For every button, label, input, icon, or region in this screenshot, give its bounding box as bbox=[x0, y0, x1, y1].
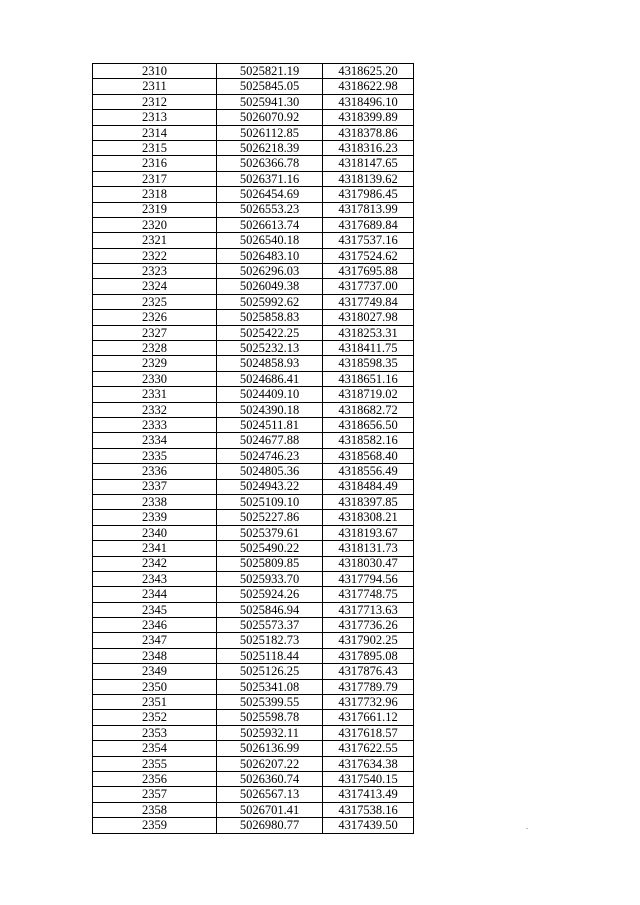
table-row bbox=[93, 233, 414, 248]
y-coordinate-cell: 4318496.10 bbox=[323, 94, 414, 109]
point-number-cell: 2310 bbox=[93, 64, 217, 79]
table-row bbox=[93, 156, 414, 171]
point-number-cell: 2318 bbox=[93, 187, 217, 202]
table-row bbox=[93, 248, 414, 263]
x-coordinate-cell: 5025341.08 bbox=[217, 679, 323, 694]
table-row bbox=[93, 802, 414, 817]
x-coordinate-cell: 5026567.13 bbox=[217, 787, 323, 802]
table-row bbox=[93, 187, 414, 202]
table-row bbox=[93, 387, 414, 402]
x-coordinate-cell: 5026454.69 bbox=[217, 187, 323, 202]
y-coordinate-cell: 4318193.67 bbox=[323, 525, 414, 540]
table-row bbox=[93, 494, 414, 509]
table-row bbox=[93, 756, 414, 771]
table-row bbox=[93, 464, 414, 479]
table-row bbox=[93, 356, 414, 371]
y-coordinate-cell: 4317695.88 bbox=[323, 264, 414, 279]
x-coordinate-cell: 5025126.25 bbox=[217, 664, 323, 679]
point-number-cell: 2311 bbox=[93, 79, 217, 94]
table-row bbox=[93, 556, 414, 571]
point-number-cell: 2334 bbox=[93, 433, 217, 448]
point-number-cell: 2340 bbox=[93, 525, 217, 540]
table-row bbox=[93, 602, 414, 617]
y-coordinate-cell: 4317439.50 bbox=[323, 818, 414, 833]
table-row bbox=[93, 664, 414, 679]
table-row bbox=[93, 264, 414, 279]
y-coordinate-cell: 4317986.45 bbox=[323, 187, 414, 202]
table-row bbox=[93, 125, 414, 140]
y-coordinate-cell: 4317749.84 bbox=[323, 294, 414, 309]
y-coordinate-cell: 4317689.84 bbox=[323, 217, 414, 232]
point-number-cell: 2351 bbox=[93, 695, 217, 710]
x-coordinate-cell: 5024409.10 bbox=[217, 387, 323, 402]
table-row bbox=[93, 294, 414, 309]
table-row bbox=[93, 371, 414, 386]
x-coordinate-cell: 5025109.10 bbox=[217, 494, 323, 509]
table-row bbox=[93, 402, 414, 417]
x-coordinate-cell: 5025992.62 bbox=[217, 294, 323, 309]
table-row bbox=[93, 648, 414, 663]
point-number-cell: 2339 bbox=[93, 510, 217, 525]
x-coordinate-cell: 5024858.93 bbox=[217, 356, 323, 371]
y-coordinate-cell: 4318027.98 bbox=[323, 310, 414, 325]
table-row bbox=[93, 679, 414, 694]
point-number-cell: 2355 bbox=[93, 756, 217, 771]
y-coordinate-cell: 4317876.43 bbox=[323, 664, 414, 679]
x-coordinate-cell: 5026207.22 bbox=[217, 756, 323, 771]
point-number-cell: 2346 bbox=[93, 618, 217, 633]
table-row bbox=[93, 710, 414, 725]
x-coordinate-cell: 5026553.23 bbox=[217, 202, 323, 217]
y-coordinate-cell: 4318397.85 bbox=[323, 494, 414, 509]
point-number-cell: 2333 bbox=[93, 417, 217, 432]
point-number-cell: 2313 bbox=[93, 110, 217, 125]
y-coordinate-cell: 4318568.40 bbox=[323, 448, 414, 463]
y-coordinate-cell: 4317413.49 bbox=[323, 787, 414, 802]
table-row bbox=[93, 341, 414, 356]
y-coordinate-cell: 4318030.47 bbox=[323, 556, 414, 571]
point-number-cell: 2349 bbox=[93, 664, 217, 679]
point-number-cell: 2312 bbox=[93, 94, 217, 109]
y-coordinate-cell: 4317634.38 bbox=[323, 756, 414, 771]
x-coordinate-cell: 5024943.22 bbox=[217, 479, 323, 494]
x-coordinate-cell: 5025821.19 bbox=[217, 64, 323, 79]
table-row bbox=[93, 79, 414, 94]
table-row bbox=[93, 94, 414, 109]
x-coordinate-cell: 5026360.74 bbox=[217, 771, 323, 786]
point-number-cell: 2323 bbox=[93, 264, 217, 279]
point-number-cell: 2325 bbox=[93, 294, 217, 309]
x-coordinate-cell: 5025924.26 bbox=[217, 587, 323, 602]
y-coordinate-cell: 4318719.02 bbox=[323, 387, 414, 402]
point-number-cell: 2338 bbox=[93, 494, 217, 509]
y-coordinate-cell: 4318147.65 bbox=[323, 156, 414, 171]
point-number-cell: 2359 bbox=[93, 818, 217, 833]
point-number-cell: 2343 bbox=[93, 571, 217, 586]
y-coordinate-cell: 4318139.62 bbox=[323, 171, 414, 186]
table-row bbox=[93, 479, 414, 494]
table-row bbox=[93, 818, 414, 833]
table-row bbox=[93, 64, 414, 79]
point-number-cell: 2320 bbox=[93, 217, 217, 232]
x-coordinate-cell: 5025573.37 bbox=[217, 618, 323, 633]
x-coordinate-cell: 5025598.78 bbox=[217, 710, 323, 725]
table-row bbox=[93, 525, 414, 540]
point-number-cell: 2326 bbox=[93, 310, 217, 325]
table-row bbox=[93, 279, 414, 294]
y-coordinate-cell: 4318316.23 bbox=[323, 140, 414, 155]
y-coordinate-cell: 4317622.55 bbox=[323, 741, 414, 756]
y-coordinate-cell: 4317618.57 bbox=[323, 725, 414, 740]
x-coordinate-cell: 5026483.10 bbox=[217, 248, 323, 263]
x-coordinate-cell: 5025858.83 bbox=[217, 310, 323, 325]
x-coordinate-cell: 5024511.81 bbox=[217, 417, 323, 432]
point-number-cell: 2342 bbox=[93, 556, 217, 571]
point-number-cell: 2358 bbox=[93, 802, 217, 817]
y-coordinate-cell: 4318598.35 bbox=[323, 356, 414, 371]
table-row bbox=[93, 571, 414, 586]
x-coordinate-cell: 5025846.94 bbox=[217, 602, 323, 617]
x-coordinate-cell: 5024746.23 bbox=[217, 448, 323, 463]
x-coordinate-cell: 5025845.05 bbox=[217, 79, 323, 94]
point-number-cell: 2335 bbox=[93, 448, 217, 463]
y-coordinate-cell: 4318556.49 bbox=[323, 464, 414, 479]
x-coordinate-cell: 5026112.85 bbox=[217, 125, 323, 140]
x-coordinate-cell: 5024677.88 bbox=[217, 433, 323, 448]
point-number-cell: 2336 bbox=[93, 464, 217, 479]
point-number-cell: 2353 bbox=[93, 725, 217, 740]
y-coordinate-cell: 4318682.72 bbox=[323, 402, 414, 417]
point-number-cell: 2316 bbox=[93, 156, 217, 171]
table-row bbox=[93, 140, 414, 155]
point-number-cell: 2321 bbox=[93, 233, 217, 248]
x-coordinate-cell: 5025933.70 bbox=[217, 571, 323, 586]
y-coordinate-cell: 4317713.63 bbox=[323, 602, 414, 617]
y-coordinate-cell: 4317789.79 bbox=[323, 679, 414, 694]
point-number-cell: 2352 bbox=[93, 710, 217, 725]
y-coordinate-cell: 4317538.16 bbox=[323, 802, 414, 817]
y-coordinate-cell: 4318308.21 bbox=[323, 510, 414, 525]
x-coordinate-cell: 5024686.41 bbox=[217, 371, 323, 386]
y-coordinate-cell: 4317737.00 bbox=[323, 279, 414, 294]
x-coordinate-cell: 5026070.92 bbox=[217, 110, 323, 125]
point-number-cell: 2319 bbox=[93, 202, 217, 217]
table-row bbox=[93, 417, 414, 432]
x-coordinate-cell: 5024390.18 bbox=[217, 402, 323, 417]
y-coordinate-cell: 4317902.25 bbox=[323, 633, 414, 648]
table-row bbox=[93, 171, 414, 186]
x-coordinate-cell: 5025379.61 bbox=[217, 525, 323, 540]
y-coordinate-cell: 4318622.98 bbox=[323, 79, 414, 94]
x-coordinate-cell: 5026366.78 bbox=[217, 156, 323, 171]
table-row bbox=[93, 725, 414, 740]
y-coordinate-cell: 4317748.75 bbox=[323, 587, 414, 602]
table-row bbox=[93, 618, 414, 633]
coordinates-table-body bbox=[93, 64, 414, 834]
table-row bbox=[93, 695, 414, 710]
point-number-cell: 2337 bbox=[93, 479, 217, 494]
point-number-cell: 2341 bbox=[93, 541, 217, 556]
scan-speck bbox=[526, 828, 528, 829]
x-coordinate-cell: 5026371.16 bbox=[217, 171, 323, 186]
y-coordinate-cell: 4318625.20 bbox=[323, 64, 414, 79]
x-coordinate-cell: 5026049.38 bbox=[217, 279, 323, 294]
y-coordinate-cell: 4318378.86 bbox=[323, 125, 414, 140]
point-number-cell: 2348 bbox=[93, 648, 217, 663]
x-coordinate-cell: 5025118.44 bbox=[217, 648, 323, 663]
table-row bbox=[93, 541, 414, 556]
x-coordinate-cell: 5025490.22 bbox=[217, 541, 323, 556]
x-coordinate-cell: 5026540.18 bbox=[217, 233, 323, 248]
table-row bbox=[93, 448, 414, 463]
x-coordinate-cell: 5026136.99 bbox=[217, 741, 323, 756]
y-coordinate-cell: 4318399.89 bbox=[323, 110, 414, 125]
table-row bbox=[93, 510, 414, 525]
y-coordinate-cell: 4317540.15 bbox=[323, 771, 414, 786]
point-number-cell: 2347 bbox=[93, 633, 217, 648]
y-coordinate-cell: 4318651.16 bbox=[323, 371, 414, 386]
point-number-cell: 2314 bbox=[93, 125, 217, 140]
point-number-cell: 2327 bbox=[93, 325, 217, 340]
x-coordinate-cell: 5025932.11 bbox=[217, 725, 323, 740]
x-coordinate-cell: 5025399.55 bbox=[217, 695, 323, 710]
y-coordinate-cell: 4317736.26 bbox=[323, 618, 414, 633]
y-coordinate-cell: 4317895.08 bbox=[323, 648, 414, 663]
y-coordinate-cell: 4317732.96 bbox=[323, 695, 414, 710]
x-coordinate-cell: 5026980.77 bbox=[217, 818, 323, 833]
table-row bbox=[93, 787, 414, 802]
x-coordinate-cell: 5026613.74 bbox=[217, 217, 323, 232]
point-number-cell: 2315 bbox=[93, 140, 217, 155]
x-coordinate-cell: 5025422.25 bbox=[217, 325, 323, 340]
x-coordinate-cell: 5025232.13 bbox=[217, 341, 323, 356]
x-coordinate-cell: 5025941.30 bbox=[217, 94, 323, 109]
y-coordinate-cell: 4318582.16 bbox=[323, 433, 414, 448]
point-number-cell: 2328 bbox=[93, 341, 217, 356]
x-coordinate-cell: 5024805.36 bbox=[217, 464, 323, 479]
y-coordinate-cell: 4317794.56 bbox=[323, 571, 414, 586]
x-coordinate-cell: 5025809.85 bbox=[217, 556, 323, 571]
table-row bbox=[93, 741, 414, 756]
table-row bbox=[93, 633, 414, 648]
y-coordinate-cell: 4317813.99 bbox=[323, 202, 414, 217]
x-coordinate-cell: 5026218.39 bbox=[217, 140, 323, 155]
table-row bbox=[93, 217, 414, 232]
y-coordinate-cell: 4317524.62 bbox=[323, 248, 414, 263]
table-row bbox=[93, 433, 414, 448]
y-coordinate-cell: 4318131.73 bbox=[323, 541, 414, 556]
y-coordinate-cell: 4318656.50 bbox=[323, 417, 414, 432]
y-coordinate-cell: 4318411.75 bbox=[323, 341, 414, 356]
table-row bbox=[93, 587, 414, 602]
point-number-cell: 2357 bbox=[93, 787, 217, 802]
x-coordinate-cell: 5026701.41 bbox=[217, 802, 323, 817]
point-number-cell: 2331 bbox=[93, 387, 217, 402]
y-coordinate-cell: 4318253.31 bbox=[323, 325, 414, 340]
point-number-cell: 2330 bbox=[93, 371, 217, 386]
table-row bbox=[93, 771, 414, 786]
point-number-cell: 2344 bbox=[93, 587, 217, 602]
point-number-cell: 2317 bbox=[93, 171, 217, 186]
y-coordinate-cell: 4317537.16 bbox=[323, 233, 414, 248]
point-number-cell: 2350 bbox=[93, 679, 217, 694]
y-coordinate-cell: 4317661.12 bbox=[323, 710, 414, 725]
point-number-cell: 2324 bbox=[93, 279, 217, 294]
point-number-cell: 2354 bbox=[93, 741, 217, 756]
x-coordinate-cell: 5025227.86 bbox=[217, 510, 323, 525]
point-number-cell: 2356 bbox=[93, 771, 217, 786]
point-number-cell: 2329 bbox=[93, 356, 217, 371]
x-coordinate-cell: 5026296.03 bbox=[217, 264, 323, 279]
coordinates-table bbox=[92, 63, 414, 834]
point-number-cell: 2332 bbox=[93, 402, 217, 417]
table-row bbox=[93, 310, 414, 325]
x-coordinate-cell: 5025182.73 bbox=[217, 633, 323, 648]
table-row bbox=[93, 110, 414, 125]
table-row bbox=[93, 325, 414, 340]
point-number-cell: 2345 bbox=[93, 602, 217, 617]
table-row bbox=[93, 202, 414, 217]
y-coordinate-cell: 4318484.49 bbox=[323, 479, 414, 494]
point-number-cell: 2322 bbox=[93, 248, 217, 263]
